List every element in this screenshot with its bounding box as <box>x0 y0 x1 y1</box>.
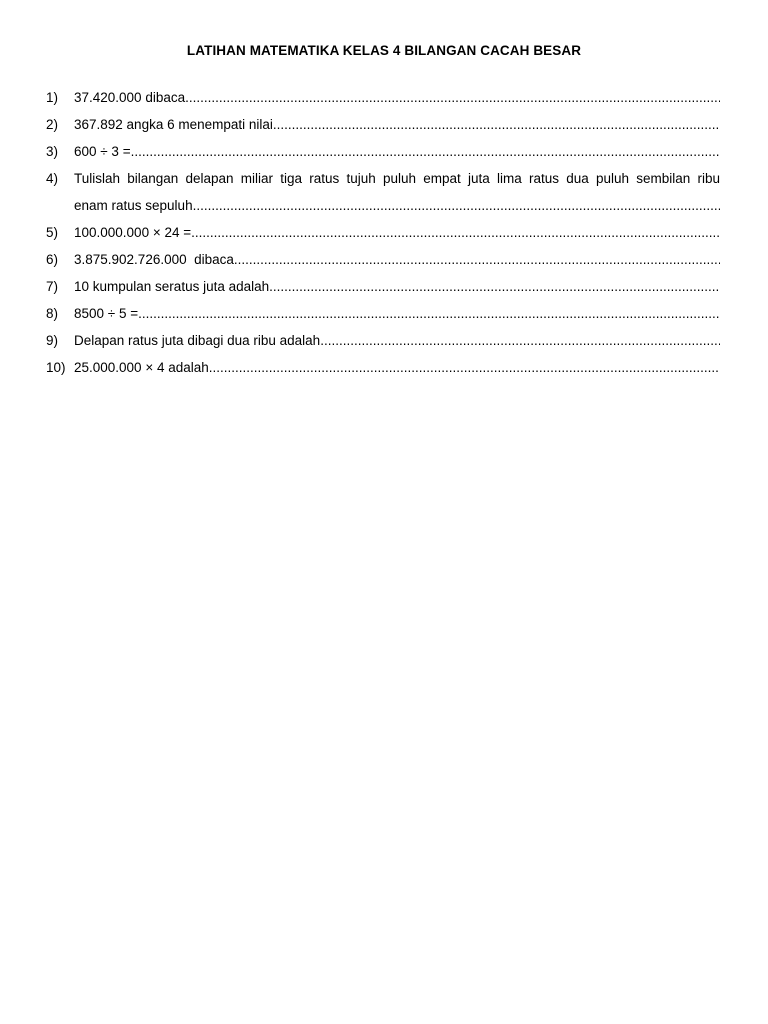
question-number: 4) <box>46 171 59 186</box>
question-2 <box>46 111 720 138</box>
question-8 <box>46 300 720 327</box>
question-7 <box>46 273 720 300</box>
question-text: 3.875.902.726.000 dibaca <box>74 252 234 267</box>
question-number: 6) <box>46 252 59 267</box>
question-text: 25.000.000 × 4 adalah <box>74 360 209 375</box>
question-number: 10) <box>46 360 66 375</box>
question-number: 2) <box>46 117 59 132</box>
answer-blank <box>269 273 720 300</box>
question-text: 600 ÷ 3 = <box>74 144 131 159</box>
question-4 <box>46 165 720 192</box>
answer-blank <box>138 300 720 327</box>
answer-blank <box>209 354 720 381</box>
question-list <box>46 84 720 381</box>
question-text: 8500 ÷ 5 = <box>74 306 139 321</box>
answer-blank <box>131 138 720 165</box>
question-5 <box>46 219 720 246</box>
question-text: 100.000.000 × 24 = <box>74 225 192 240</box>
question-number: 5) <box>46 225 59 240</box>
question-text: 10 kumpulan seratus juta adalah <box>74 279 270 294</box>
question-number: 3) <box>46 144 59 159</box>
question-4-continued <box>46 192 720 219</box>
answer-blank <box>273 111 720 138</box>
question-text: 367.892 angka 6 menempati nilai <box>74 117 273 132</box>
question-text: Delapan ratus juta dibagi dua ribu adalah <box>74 333 321 348</box>
answer-blank <box>320 327 720 354</box>
answer-blank <box>234 246 720 273</box>
worksheet-title: LATIHAN MATEMATIKA KELAS 4 BILANGAN CACAH BESAR <box>186 43 582 58</box>
question-number: 9) <box>46 333 59 348</box>
question-number: 1) <box>46 90 59 105</box>
question-10 <box>46 354 720 381</box>
question-text-line1: Tulislah bilangan delapan miliar tiga ratus tujuh puluh empat juta lima ratus dua puluh sembilan ribu <box>74 171 720 186</box>
question-1 <box>46 84 720 111</box>
question-text: enam ratus sepuluh <box>74 198 193 213</box>
question-9 <box>46 327 720 354</box>
answer-blank <box>193 192 720 219</box>
answer-blank <box>191 219 720 246</box>
question-6 <box>46 246 720 273</box>
question-text: 37.420.000 dibaca <box>74 90 186 105</box>
answer-blank <box>185 84 720 111</box>
question-3 <box>46 138 720 165</box>
question-number: 7) <box>46 279 59 294</box>
question-number: 8) <box>46 306 59 321</box>
